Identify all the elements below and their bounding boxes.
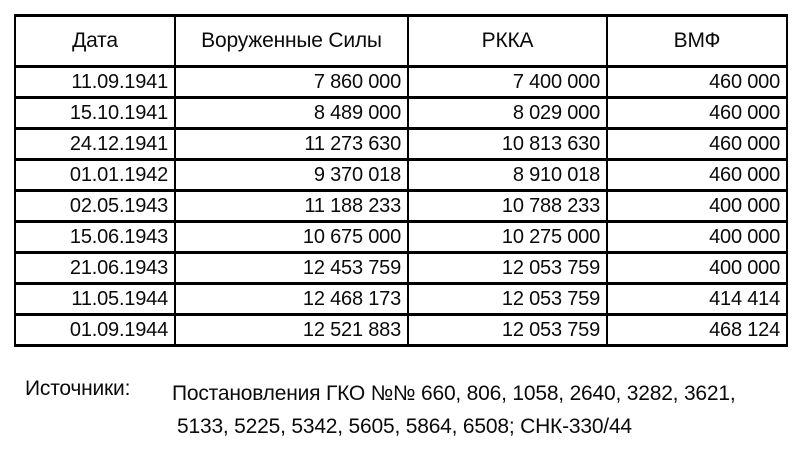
table-row xyxy=(15,160,787,191)
cell-rkka: 12 053 759 xyxy=(408,284,607,315)
cell-date: 11.05.1944 xyxy=(15,284,175,315)
cell-vmf: 468 124 xyxy=(607,315,787,346)
cell-rkka: 12 053 759 xyxy=(408,315,607,346)
cell-vmf: 460 000 xyxy=(607,67,787,98)
sources-block xyxy=(25,377,736,443)
cell-vmf: 414 414 xyxy=(607,284,787,315)
cell-armed-forces: 9 370 018 xyxy=(175,160,408,191)
cell-vmf: 400 000 xyxy=(607,253,787,284)
cell-date: 01.09.1944 xyxy=(15,315,175,346)
cell-date: 01.01.1942 xyxy=(15,160,175,191)
col-header-date: Дата xyxy=(15,16,175,67)
sources-text xyxy=(172,377,736,443)
cell-date: 24.12.1941 xyxy=(15,129,175,160)
table-row xyxy=(15,315,787,346)
sources-line-2: 5133, 5225, 5342, 5605, 5864, 6508; СНК-330/44 xyxy=(177,415,632,438)
cell-armed-forces: 12 468 173 xyxy=(175,284,408,315)
cell-armed-forces: 7 860 000 xyxy=(175,67,408,98)
table-row xyxy=(15,191,787,222)
cell-rkka: 8 910 018 xyxy=(408,160,607,191)
cell-vmf: 460 000 xyxy=(607,129,787,160)
cell-vmf: 400 000 xyxy=(607,191,787,222)
cell-vmf: 460 000 xyxy=(607,98,787,129)
table-row xyxy=(15,284,787,315)
cell-date: 02.05.1943 xyxy=(15,191,175,222)
table-row xyxy=(15,253,787,284)
forces-strength-table xyxy=(14,14,788,347)
cell-armed-forces: 12 521 883 xyxy=(175,315,408,346)
cell-armed-forces: 12 453 759 xyxy=(175,253,408,284)
cell-date: 21.06.1943 xyxy=(15,253,175,284)
cell-date: 15.10.1941 xyxy=(15,98,175,129)
table-row xyxy=(15,67,787,98)
sources-label: Источники: xyxy=(25,377,131,400)
col-header-armed-forces: Воруженные Силы xyxy=(175,16,408,67)
cell-armed-forces: 8 489 000 xyxy=(175,98,408,129)
cell-rkka: 8 029 000 xyxy=(408,98,607,129)
cell-date: 11.09.1941 xyxy=(15,67,175,98)
cell-rkka: 12 053 759 xyxy=(408,253,607,284)
cell-armed-forces: 11 273 630 xyxy=(175,129,408,160)
sources-line-1: Постановления ГКО №№ 660, 806, 1058, 2640, 3282, 3621, xyxy=(172,382,736,405)
cell-armed-forces: 11 188 233 xyxy=(175,191,408,222)
table-row xyxy=(15,98,787,129)
col-header-vmf: ВМФ xyxy=(607,16,787,67)
cell-rkka: 10 813 630 xyxy=(408,129,607,160)
header-row xyxy=(15,16,787,67)
table-row xyxy=(15,222,787,253)
cell-rkka: 10 275 000 xyxy=(408,222,607,253)
cell-armed-forces: 10 675 000 xyxy=(175,222,408,253)
cell-rkka: 10 788 233 xyxy=(408,191,607,222)
cell-vmf: 400 000 xyxy=(607,222,787,253)
table-row xyxy=(15,129,787,160)
col-header-rkka: РККА xyxy=(408,16,607,67)
cell-date: 15.06.1943 xyxy=(15,222,175,253)
cell-vmf: 460 000 xyxy=(607,160,787,191)
cell-rkka: 7 400 000 xyxy=(408,67,607,98)
